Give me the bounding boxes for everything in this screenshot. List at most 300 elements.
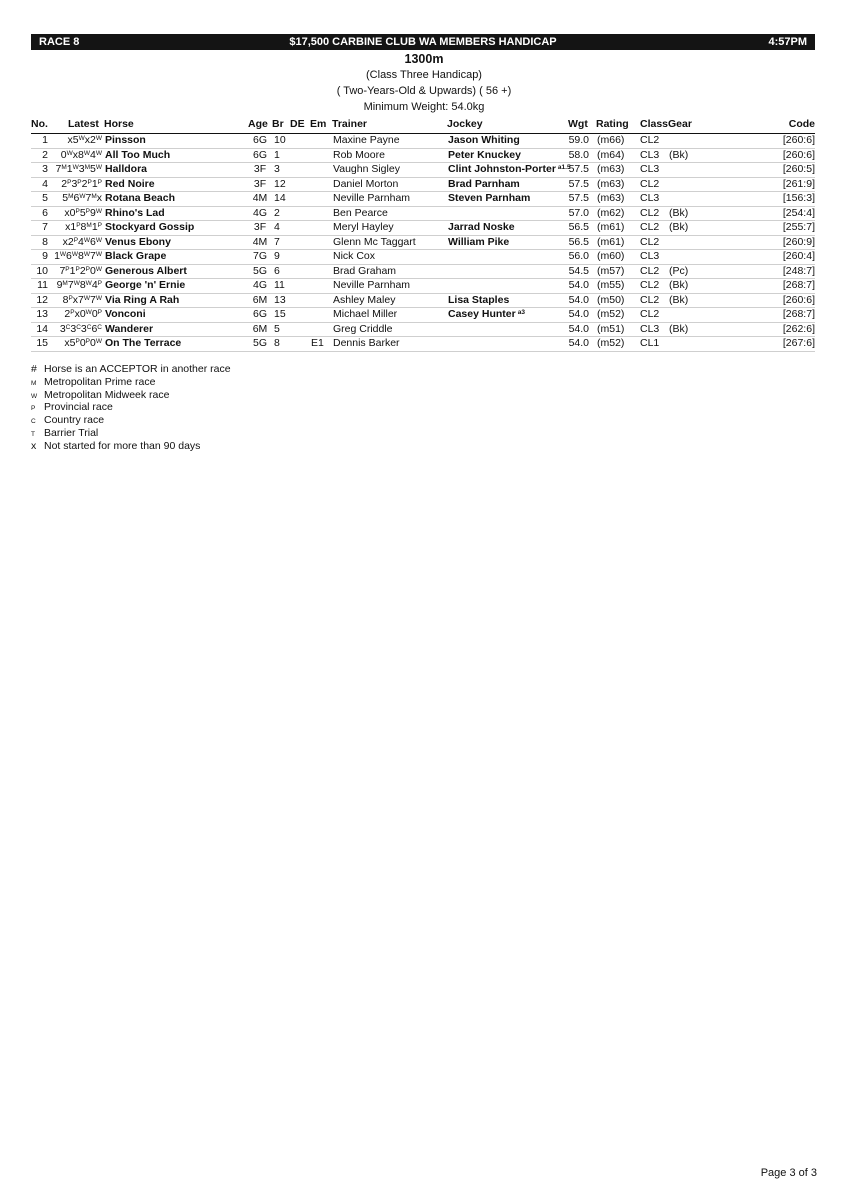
form-digit: 1 [91, 177, 98, 190]
cell-trainer [333, 177, 398, 192]
table-row [31, 177, 815, 193]
class-value: CL3 [640, 250, 660, 262]
no-value: 7 [42, 221, 48, 233]
code-value: [261:9] [782, 177, 815, 190]
cell-gear [669, 206, 688, 221]
form-digit: x [84, 134, 91, 146]
cell-br [274, 322, 280, 337]
form-venue: W [95, 338, 102, 345]
class-value: CL2 [640, 235, 660, 248]
cell-wgt [567, 191, 589, 206]
col-latest: Latest [68, 118, 99, 130]
br-value: 13 [274, 293, 286, 306]
rating-value: (m55) [597, 279, 625, 291]
class-value: CL3 [640, 322, 660, 335]
cell-rating [597, 148, 624, 163]
cell-no [31, 293, 48, 308]
cell-no [31, 278, 48, 293]
rating-value: (m61) [597, 235, 625, 248]
race-time: 4:57PM [768, 36, 807, 48]
no-value: 5 [42, 192, 48, 204]
form-venue: W [95, 294, 102, 302]
race-conditions: ( Two-Years-Old & Upwards) ( 56 +) [336, 85, 512, 97]
cell-br [274, 220, 280, 235]
gear-value: (Bk) [669, 221, 689, 233]
cell-no [31, 191, 48, 206]
jockey-value: Casey Hunter [448, 308, 516, 320]
cell-horse [105, 191, 175, 206]
form-digit: 7 [78, 293, 84, 306]
cell-trainer [333, 264, 396, 279]
form-digit: 0 [90, 264, 96, 277]
form-digit: 2 [81, 177, 88, 190]
latest-form [48, 336, 102, 351]
latest-form [48, 264, 102, 279]
rating-value: (m64) [597, 148, 625, 161]
br-value: 1 [274, 148, 280, 161]
cell-age [249, 162, 271, 177]
cell-age [249, 220, 271, 235]
cell-trainer [333, 249, 375, 264]
cell-horse [105, 206, 165, 221]
cell-rating [597, 293, 624, 308]
form-digit: x [72, 293, 79, 306]
wgt-value: 57.5 [568, 177, 589, 190]
form-digit: 2 [79, 264, 86, 277]
form-digit: 3 [80, 322, 87, 335]
cell-no [31, 148, 48, 163]
cell-horse [105, 235, 171, 250]
latest-form [48, 220, 102, 235]
class-value: CL2 [640, 177, 660, 190]
form-digit: 8 [80, 221, 87, 233]
form-digit: 2 [90, 134, 96, 146]
br-value: 9 [274, 250, 280, 262]
cell-rating [597, 336, 624, 351]
form-venue: W [95, 135, 102, 142]
form-venue: W [85, 309, 92, 316]
page-number: Page 3 of 3 [760, 1167, 817, 1179]
form-venue: P [97, 280, 102, 287]
cell-wgt [567, 336, 589, 351]
code-value: [260:6] [782, 134, 815, 146]
form-digit: 7 [55, 163, 62, 175]
cell-no [31, 235, 48, 250]
cell-age [249, 322, 271, 337]
gear-value: (Bk) [669, 206, 689, 219]
form-venue: W [95, 207, 102, 215]
wgt-value: 57.0 [568, 206, 589, 219]
form-venue: W [83, 149, 91, 157]
cell-no [31, 133, 48, 148]
form-digit: 2 [64, 308, 71, 320]
form-venue: P [76, 222, 81, 229]
no-value: 9 [42, 250, 48, 262]
latest-form [48, 191, 102, 206]
trainer-value: Vaughn Sigley [333, 163, 400, 175]
wgt-value: 59.0 [568, 134, 589, 146]
cell-class [640, 148, 659, 163]
cell-class [640, 264, 659, 279]
latest-form [48, 206, 102, 221]
cell-rating [597, 235, 624, 250]
form-digit: 4 [91, 279, 98, 291]
cell-class [640, 322, 659, 337]
br-value: 12 [274, 177, 286, 190]
trainer-value: Daniel Morton [333, 177, 399, 190]
cell-br [274, 191, 286, 206]
legend-text: Barrier Trial [44, 426, 99, 439]
rating-value: (m50) [597, 293, 625, 306]
form-digit: x [96, 192, 102, 204]
trainer-value: Neville Parnham [333, 192, 411, 204]
col-trainer: Trainer [332, 118, 368, 130]
form-venue: W [83, 251, 91, 258]
table-row [31, 206, 815, 222]
jockey-value: Clint Johnston-Porter [448, 163, 556, 175]
cell-br [274, 336, 280, 351]
cell-no [31, 264, 48, 279]
col-br: Br [272, 118, 284, 130]
table-row [31, 249, 815, 265]
form-venue: W [95, 164, 102, 171]
cell-br [274, 293, 286, 308]
form-venue: W [72, 164, 79, 171]
cell-age [249, 133, 271, 148]
rating-value: (m51) [597, 322, 625, 335]
form-digit: 3 [71, 177, 78, 190]
cell-br [274, 148, 280, 163]
cell-age [249, 206, 271, 221]
wgt-value: 57.5 [568, 192, 589, 204]
gear-value: (Bk) [669, 293, 689, 306]
gear-value: (Pc) [669, 264, 689, 277]
cell-age [249, 293, 271, 308]
form-digit: 7 [67, 279, 74, 291]
form-venue: C [65, 323, 71, 331]
wgt-value: 54.0 [568, 322, 589, 335]
rating-value: (m52) [597, 337, 625, 349]
cell-trainer [333, 162, 400, 177]
wgt-value: 54.0 [568, 279, 589, 291]
legend-item [31, 427, 231, 440]
form-venue: P [65, 265, 70, 273]
rating-value: (m52) [597, 308, 625, 320]
cell-gear [669, 220, 688, 235]
form-venue: W [95, 236, 102, 244]
horse-value: Stockyard Gossip [105, 221, 195, 233]
latest-form [48, 162, 102, 177]
trainer-value: Michael Miller [333, 308, 398, 320]
no-value: 6 [42, 206, 48, 219]
form-venue: P [85, 207, 91, 215]
cell-code [783, 336, 815, 351]
rating-value: (m60) [597, 250, 625, 262]
form-venue: P [97, 309, 102, 316]
code-value: [255:7] [782, 221, 815, 233]
legend-item [31, 363, 231, 376]
cell-rating [597, 191, 624, 206]
age-value: 6G [252, 134, 267, 146]
cell-trainer [333, 307, 397, 322]
age-value: 4G [252, 206, 267, 219]
horse-value: On The Terrace [105, 337, 182, 349]
cell-code [783, 162, 815, 177]
col-em: Em [310, 118, 327, 130]
age-value: 6M [252, 293, 268, 306]
form-venue: W [95, 265, 102, 273]
wgt-value: 54.0 [568, 308, 589, 320]
no-value: 2 [42, 148, 48, 161]
cell-age [249, 336, 271, 351]
table-row [31, 307, 815, 323]
form-venue: W [95, 149, 102, 157]
cell-horse [105, 177, 155, 192]
cell-age [249, 235, 271, 250]
cell-code [783, 206, 815, 221]
jockey-value: Jarrad Noske [448, 221, 515, 233]
cell-age [249, 148, 271, 163]
br-value: 15 [274, 308, 286, 320]
form-digit: x [64, 206, 70, 219]
form-venue: W [71, 251, 79, 258]
cell-jockey [448, 235, 509, 250]
gear-value: (Bk) [669, 148, 689, 161]
cell-class [640, 162, 659, 177]
cell-class [640, 336, 659, 351]
horse-value: Rhino's Lad [105, 206, 165, 219]
br-value: 7 [274, 235, 280, 248]
cell-class [640, 133, 659, 148]
cell-code [783, 293, 815, 308]
br-value: 2 [274, 206, 280, 219]
table-row [31, 191, 815, 207]
cell-gear [669, 293, 688, 308]
form-digit: 0 [69, 206, 76, 219]
class-value: CL2 [640, 221, 660, 233]
form-venue: P [97, 178, 102, 186]
no-value: 14 [36, 322, 48, 335]
cell-trainer [333, 235, 416, 250]
trainer-value: Ben Pearce [333, 206, 388, 219]
latest-form [48, 293, 102, 308]
legend-symbol: C [31, 418, 36, 426]
age-value: 3F [253, 221, 267, 233]
form-venue: P [85, 338, 91, 345]
no-value: 11 [37, 279, 48, 291]
cell-age [249, 278, 271, 293]
cell-no [31, 322, 48, 337]
cell-gear [669, 322, 688, 337]
cell-horse [105, 322, 153, 337]
cell-no [31, 220, 48, 235]
cell-horse [105, 336, 181, 351]
no-value: 13 [36, 308, 48, 320]
gear-value: (Bk) [669, 279, 689, 291]
form-venue: W [83, 294, 91, 302]
cell-jockey [448, 133, 520, 148]
form-venue: W [59, 251, 67, 258]
legend-symbol: P [31, 405, 36, 413]
age-value: 5G [252, 264, 267, 277]
form-digit: 9 [56, 279, 63, 291]
form-digit: 1 [70, 221, 77, 233]
trainer-value: Brad Graham [333, 264, 397, 277]
no-value: 8 [42, 235, 48, 248]
code-value: [268:7] [782, 308, 815, 320]
legend-text: Metropolitan Prime race [44, 375, 156, 388]
form-digit: 4 [90, 148, 96, 161]
no-value: 10 [36, 264, 48, 277]
horse-value: Pinsson [105, 134, 146, 146]
cell-rating [597, 264, 624, 279]
cell-age [249, 191, 271, 206]
horse-value: Rotana Beach [105, 192, 176, 204]
class-value: CL2 [640, 206, 660, 219]
legend-item [31, 389, 231, 402]
code-value: [262:6] [782, 322, 815, 335]
cell-horse [105, 293, 179, 308]
col-wgt: Wgt [568, 118, 588, 130]
legend-text: Provincial race [44, 401, 113, 414]
form-digit: 6 [91, 322, 98, 335]
table-row [31, 133, 815, 149]
col-horse: Horse [104, 118, 134, 130]
legend [31, 363, 231, 453]
cell-br [274, 264, 280, 279]
cell-code [783, 177, 815, 192]
cell-code [783, 235, 815, 250]
em-value: E1 [311, 337, 324, 349]
jockey-value: Jason Whiting [448, 134, 520, 146]
table-row [31, 278, 815, 294]
legend-item [31, 401, 231, 414]
form-venue: W [78, 135, 85, 142]
form-digit: 7 [85, 192, 92, 204]
cell-rating [597, 133, 624, 148]
form-digit: 0 [90, 337, 96, 349]
form-venue: P [73, 236, 79, 244]
cell-wgt [567, 148, 589, 163]
cell-jockey [448, 293, 509, 308]
no-value: 1 [42, 134, 48, 146]
latest-form [48, 307, 102, 322]
cell-wgt [567, 133, 589, 148]
jockey-value: Peter Knuckey [448, 148, 521, 161]
cell-horse [105, 249, 166, 264]
race-title: $17,500 CARBINE CLUB WA MEMBERS HANDICAP [289, 36, 557, 48]
form-digit: 0 [91, 308, 98, 320]
cell-trainer [333, 322, 393, 337]
cell-wgt [567, 162, 589, 177]
cell-br [274, 206, 280, 221]
code-value: [268:7] [782, 279, 815, 291]
form-digit: x [67, 134, 73, 146]
form-digit: x [74, 308, 80, 320]
cell-wgt [567, 293, 589, 308]
age-value: 3F [253, 177, 267, 190]
cell-br [274, 177, 286, 192]
legend-text: Horse is an ACCEPTOR in another race [44, 363, 231, 375]
rating-value: (m63) [597, 163, 625, 175]
horse-value: Vonconi [105, 308, 146, 320]
cell-age [249, 307, 271, 322]
form-venue: W [66, 149, 73, 157]
wgt-value: 54.0 [568, 293, 589, 306]
table-header [31, 118, 815, 134]
wgt-value: 54.0 [568, 337, 589, 349]
trainer-value: Greg Criddle [333, 322, 393, 335]
cell-rating [597, 177, 624, 192]
legend-item [31, 414, 231, 427]
br-value: 10 [274, 134, 286, 146]
form-digit: 8 [62, 293, 69, 306]
br-value: 11 [274, 279, 285, 291]
cell-no [31, 177, 48, 192]
cell-code [783, 133, 815, 148]
rating-value: (m61) [597, 221, 625, 233]
trainer-value: Maxine Payne [333, 134, 400, 146]
form-venue: W [95, 251, 102, 258]
cell-br [274, 133, 286, 148]
form-digit: x [72, 148, 79, 161]
cell-rating [597, 162, 624, 177]
cell-age [249, 264, 271, 279]
minimum-weight: Minimum Weight: 54.0kg [363, 101, 485, 113]
col-jockey: Jockey [447, 118, 483, 130]
form-digit: 8 [78, 148, 84, 161]
form-venue: M [62, 280, 68, 287]
form-venue: W [83, 236, 91, 244]
trainer-value: Ashley Maley [333, 293, 396, 306]
cell-wgt [567, 278, 589, 293]
cell-class [640, 235, 659, 250]
cell-wgt [567, 322, 589, 337]
cell-trainer [333, 278, 410, 293]
col-de: DE [290, 118, 305, 130]
form-digit: 6 [66, 250, 72, 262]
cell-code [783, 148, 815, 163]
jockey-value: Steven Parnham [448, 192, 531, 204]
trainer-value: Dennis Barker [333, 337, 400, 349]
cell-no [31, 162, 48, 177]
table-row [31, 322, 815, 338]
age-value: 6G [252, 308, 267, 320]
cell-wgt [567, 220, 589, 235]
trainer-value: Meryl Hayley [333, 221, 394, 233]
legend-symbol: W [31, 392, 38, 400]
no-value: 12 [36, 293, 48, 306]
cell-horse [105, 133, 146, 148]
form-venue: P [67, 178, 72, 186]
class-value: CL2 [640, 134, 660, 146]
form-venue: M [91, 193, 97, 200]
no-value: 4 [42, 177, 48, 190]
cell-no [31, 336, 48, 351]
legend-symbol: x [31, 439, 37, 452]
wgt-value: 56.0 [568, 250, 589, 262]
form-venue: P [87, 178, 92, 186]
class-value: CL1 [640, 337, 660, 349]
table-row [31, 148, 815, 164]
cell-jockey [448, 148, 521, 163]
code-value: [260:9] [782, 235, 815, 248]
form-digit: 1 [66, 163, 73, 175]
col-age: Age [248, 118, 268, 130]
legend-text: Metropolitan Midweek race [44, 388, 170, 401]
cell-br [274, 235, 280, 250]
cell-rating [597, 278, 624, 293]
